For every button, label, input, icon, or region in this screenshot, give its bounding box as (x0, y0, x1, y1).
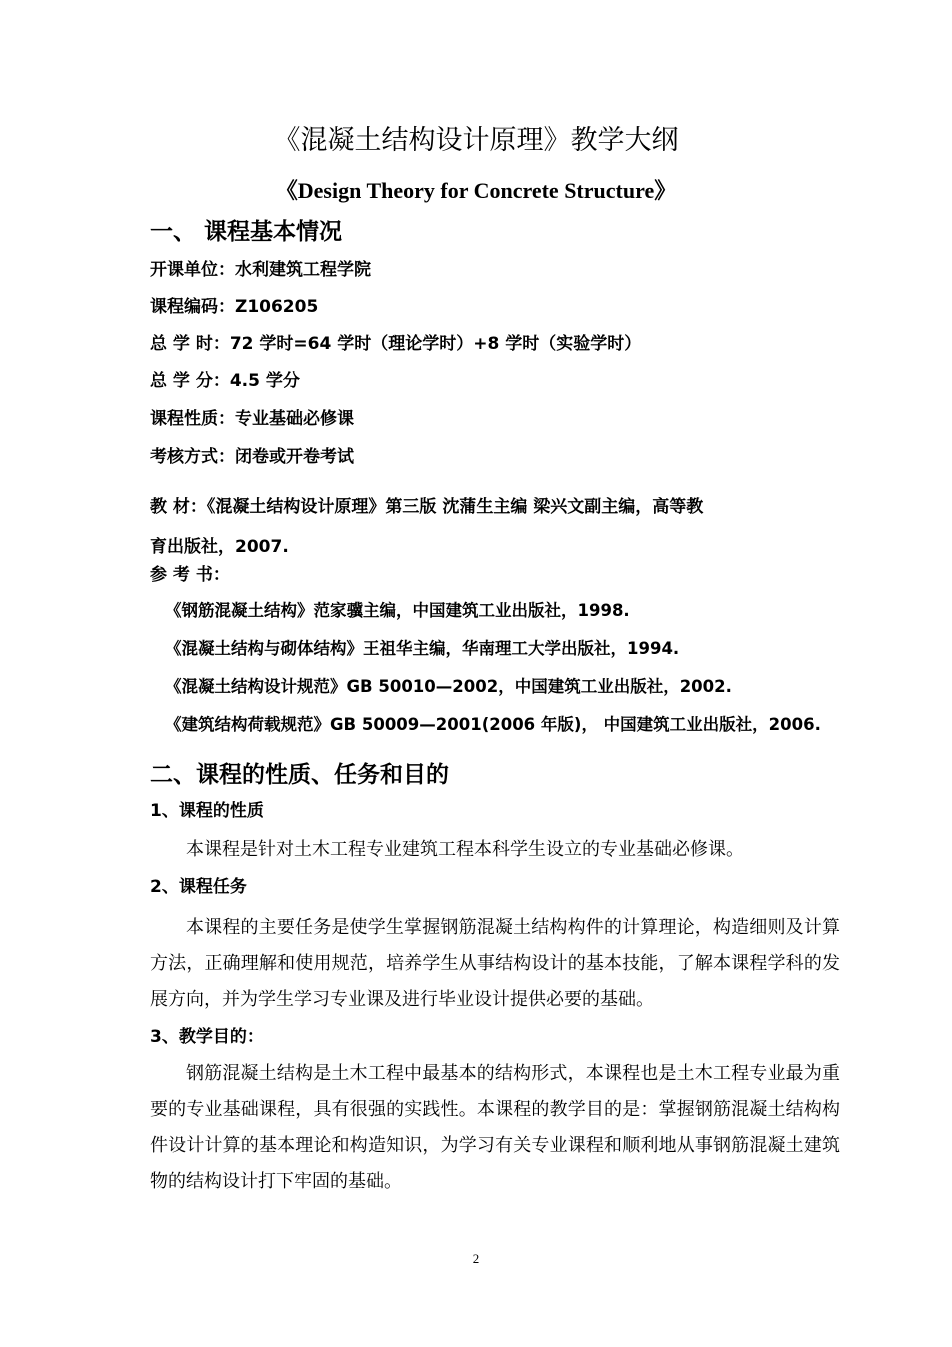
course-code: 课程编码：Z106205 (150, 297, 319, 317)
page-number: 2 (472, 1251, 480, 1266)
sub1-paragraph: 本课程是针对土木工程专业建筑工程本科学生设立的专业基础必修课。 (186, 839, 744, 860)
section1-heading: 一、 课程基本情况 (150, 219, 343, 245)
textbook-line1: 教 材：《混凝土结构设计原理》第三版 沈蒲生主编 梁兴文副主编，高等教 (150, 497, 704, 517)
reference-item: 《混凝土结构设计规范》GB 50010—2002，中国建筑工业出版社，2002. (165, 677, 732, 696)
course-assessment: 考核方式：闭卷或开卷考试 (150, 447, 354, 467)
sub3-paragraph: 钢筋混凝土结构是土木工程中最基本的结构形式，本课程也是土木工程专业最为重要的专业基础课程，具有很强的实践性。本课程的教学目的是：掌握钢筋混凝土结构构件设计计算的基本理论和构造知识，为学习有关专业课程和顺利地从事钢筋混凝土建筑物的结构设计打下牢固的基础。 (150, 1063, 840, 1192)
reference-item: 《混凝土结构与砌体结构》王祖华主编，华南理工大学出版社，1994. (165, 639, 680, 658)
sub1-heading: 1、课程的性质 (150, 801, 264, 821)
textbook-line2: 育出版社，2007. (150, 537, 289, 557)
references-label: 参 考 书： (150, 565, 230, 585)
course-hours: 总 学 时：72 学时=64 学时（理论学时）+8 学时（实验学时） (150, 334, 642, 354)
course-nature: 课程性质：专业基础必修课 (150, 409, 354, 429)
document-title-english: 《Design Theory for Concrete Structure》 (275, 178, 677, 203)
sub2-heading: 2、课程任务 (150, 877, 247, 897)
course-credits: 总 学 分：4.5 学分 (150, 371, 300, 391)
sub3-heading: 3、教学目的： (150, 1027, 264, 1047)
reference-item: 《钢筋混凝土结构》范家骥主编，中国建筑工业出版社，1998. (165, 601, 630, 620)
course-unit: 开课单位：水利建筑工程学院 (150, 260, 371, 280)
section2-heading: 二、课程的性质、任务和目的 (150, 762, 449, 788)
document-title: 《混凝土结构设计原理》教学大纲 (273, 125, 679, 156)
sub2-paragraph: 本课程的主要任务是使学生掌握钢筋混凝土结构构件的计算理论，构造细则及计算方法，正确理解和使用规范，培养学生从事结构设计的基本技能，了解本课程学科的发展方向，并为学生学习专业课及进行毕业设计提供必要的基础。 (150, 917, 840, 1010)
reference-item: 《建筑结构荷载规范》GB 50009—2001(2006 年版)， 中国建筑工业出版社，2006. (165, 715, 821, 734)
